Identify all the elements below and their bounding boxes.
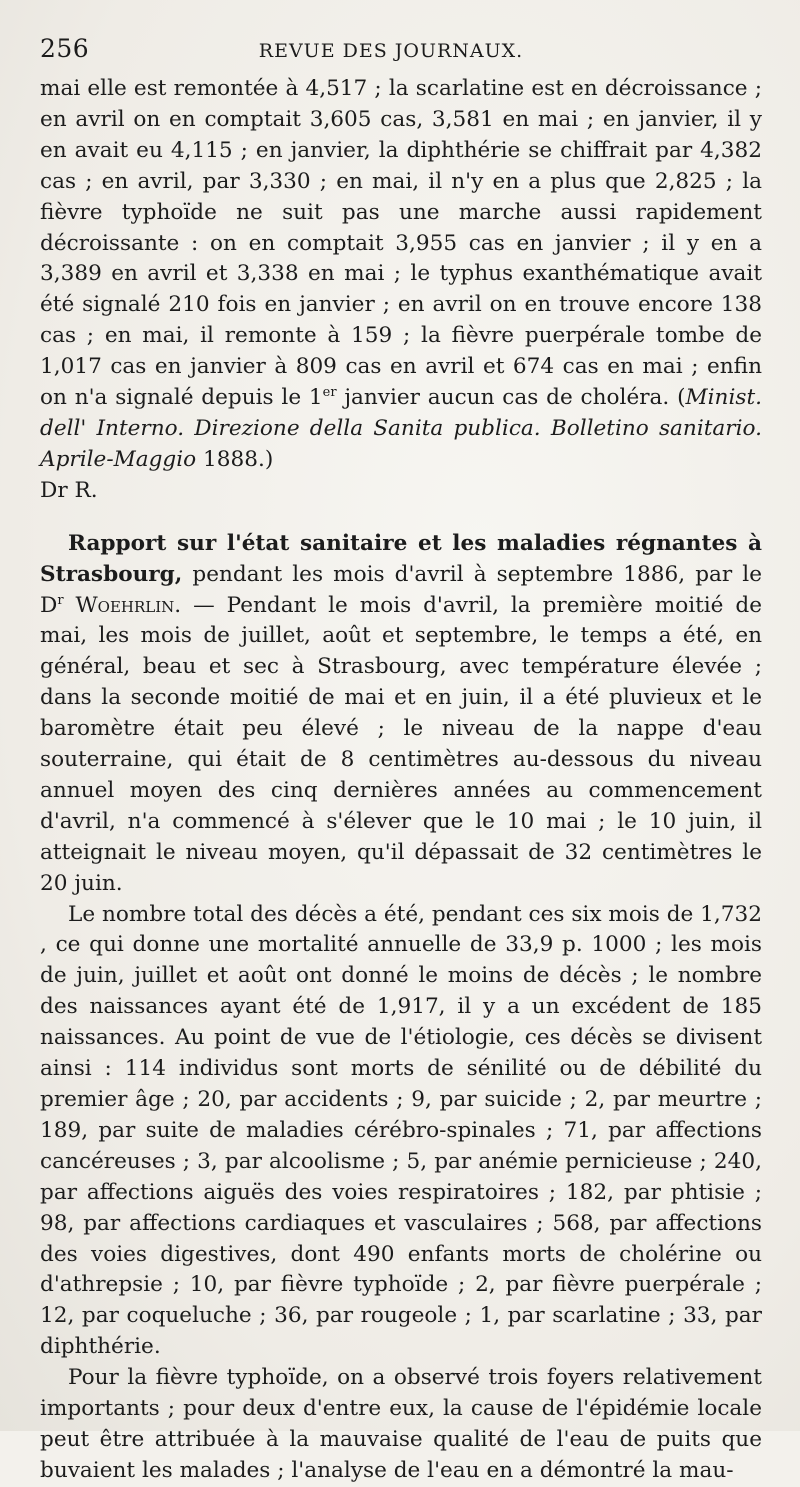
author-name: Woehrlin. bbox=[63, 592, 182, 618]
citation: Minist. dell' Interno. Direzione della Sanita publica. Bolletino sanitario. Aprile-Maggio bbox=[40, 385, 762, 472]
paragraph-typhoid: Pour la fièvre typhoïde, on a observé trois foyers relativement importants ; pour deux d'entre eux, la cause de l'épidémie locale peut être attribuée à la mauvaise qualité de l'eau de puits que buvaient les malades ; l'analyse de l'eau en a démontré la mau- bbox=[40, 1365, 762, 1483]
running-title: REVUE DES JOURNAUX. bbox=[258, 40, 524, 62]
paragraph-report-intro: Rapport sur l'état sanitaire et les maladies régnantes à Strasbourg, pendant les mois d'avril à septembre 1886, par le $D^r$ Woehrlin. — Pendant le mois d'avril, la première moitié de mai, les mois de juillet, août et septembre, le temps a été, en général, beau et sec à Strasbourg, avec température élevée ; dans la seconde moitié de mai et en juin, il a été pluvieux et le baromètre était peu élevé ; le niveau de la nappe d'eau souterraine, qui était de 8 centimètres au-dessous du niveau annuel moyen des cinq dernières années au commencement d'avril, n'a commencé à s'élever que le 10 mai ; le 10 juin, il atteignait le niveau moyen, qu'il dépassait de 32 centimètres le 20 juin. bbox=[40, 530, 762, 896]
paragraph-mortality: Le nombre total des décès a été, pendant ces six mois de 1,732 , ce qui donne une mortalité annuelle de 33,9 p. 1000 ; les mois de juin, juillet et août ont donné le moins de décès ; le nombre des naissances ayant été de 1,917, il y a un excédent de 185 naissances. Au point de vue de l'étiologie, ces décès se divisent ainsi : 114 individus sont morts de sénilité ou de débilité du premier âge ; 20, par accidents ; 9, par suicide ; 2, par meurtre ; 189, par suite de maladies cérébro-spinales ; 71, par affections cancéreuses ; 3, par alcoolisme ; 5, par anémie pernicieuse ; 240, par affections aiguës des voies respiratoires ; 182, par phtisie ; 98, par affections cardiaques et vasculaires ; 568, par affections des voies digestives, dont 490 enfants morts de cholérine ou d'athrepsie ; 10, par fièvre typhoïde ; 2, par fièvre puerpérale ; 12, par coqueluche ; 36, par rougeole ; 1, par scarlatine ; 33, par diphthérie. bbox=[40, 901, 762, 1360]
signature: Dr R. bbox=[40, 477, 98, 503]
paragraph-previous-article: mai elle est remontée à 4,517 ; la scarlatine est en décroissance ; en avril on en comptait 3,605 cas, 3,581 en mai ; en janvier, il y en avait eu 4,115 ; en janvier, la diphthérie se chiffrait par 4,382 cas ; en avril, par 3,330 ; en mai, il n'y en a plus que 2,825 ; la fièvre typhoïde ne suit pas une marche aussi rapidement décroissante : on en comptait 3,955 cas en janvier ; il y en a 3,389 en avril et 3,338 en mai ; le typhus exanthématique avait été signalé 210 fois en janvier ; en avril on en trouve encore 138 cas ; en mai, il remonte à 159 ; la fièvre puerpérale tombe de 1,017 cas en janvier à 809 cas en avril et 674 cas en mai ; enfin on n'a signalé depuis le 1er janvier aucun cas de choléra. (Minist. dell' Interno. Direzione della Sanita publica. Bolletino sanitario. Aprile-Maggio 1888.) bbox=[40, 76, 762, 472]
article-title: Rapport sur l'état sanitaire et les maladies régnantes à Strasbourg, bbox=[40, 530, 762, 587]
article-text bbox=[40, 74, 762, 1487]
running-header bbox=[40, 34, 762, 74]
page-number: 256 bbox=[40, 34, 90, 63]
